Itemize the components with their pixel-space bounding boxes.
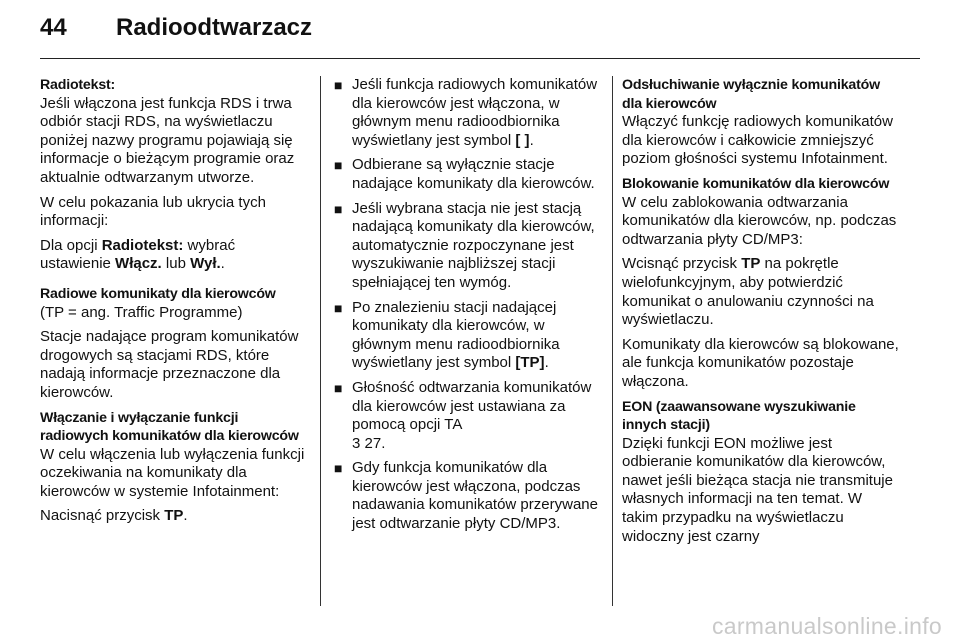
switch-body: W celu włączenia lub wyłączenia funkcji oczekiwania na komunikaty dla kierowców w systemie Infotainment: <box>40 445 305 500</box>
symbol-tp: [TP] <box>515 354 545 372</box>
option-end: . <box>220 255 225 273</box>
list-item <box>332 76 602 150</box>
bullet-icon: ■ <box>334 379 343 396</box>
page-header <box>40 14 312 46</box>
column-divider-2 <box>612 76 613 606</box>
traffic-heading: Radiowe komunikaty dla kierowców <box>40 285 276 302</box>
header-divider <box>40 58 920 59</box>
bullet-text: Odbierane są wyłącznie stacje nadające komunikaty dla kierowców. <box>352 156 595 192</box>
eon-body: Dzięki funkcji EON możliwe jest odbieranie komunikatów dla kierowców, nawet jeśli bieżąca stacja nie transmituje własnych informacji na ten temat. W takim przypadku na wyświetlaczu widoczny jest czarny <box>622 434 893 545</box>
bullet-text: Gdy funkcja komunikatów dla kierowców jest włączona, podczas nadawania komunikatów przerywane jest odtwarzanie płyty CD/MP3. <box>352 459 598 533</box>
page-title: Radioodtwarzacz <box>116 14 313 41</box>
watermark: carmanualsonline.info <box>711 613 942 639</box>
page-reference: 3 27. <box>352 434 386 452</box>
switch-heading: Włączanie i wyłączanie funkcji radiowych komunikatów dla kierowców <box>40 409 299 445</box>
bullet-icon: ■ <box>334 157 343 174</box>
bullet-icon: ■ <box>334 460 343 477</box>
radiotext-body: Jeśli włączona jest funkcja RDS i trwa odbiór stacji RDS, na wyświetlaczu poniżej nazwy programu pojawiają się informacje o bieżącym programie oraz aktualnie odtwarzanym utworze. <box>40 94 295 186</box>
tp-key: TP <box>741 255 761 273</box>
press-tp-knob-instruction <box>622 255 902 329</box>
option-or: lub <box>161 255 191 273</box>
option-pre: Dla opcji <box>40 236 102 254</box>
column-1 <box>40 76 308 532</box>
blocked-body: Komunikaty dla kierowców są blokowane, ale funkcja komunikatów pozostaje włączona. <box>622 335 899 390</box>
list-item <box>332 299 602 373</box>
listen-body: Włączyć funkcję radiowych komunikatów dla kierowców i całkowicie zmniejszyć poziom głośności systemu Infotainment. <box>622 113 893 168</box>
press-end: . <box>183 507 188 525</box>
bullet-text: Jeśli funkcja radiowych komunikatów dla kierowców jest włączona, w głównym menu radioodbiornika wyświetlany jest symbol <box>352 76 598 149</box>
column-divider-1 <box>320 76 321 606</box>
bullet-icon: ■ <box>334 299 343 316</box>
page-number: 44 <box>40 14 67 41</box>
traffic-abbr: (TP = ang. Traffic Programme) <box>40 303 243 321</box>
option-mid: wybrać ustawienie <box>40 236 236 273</box>
list-item <box>332 459 602 533</box>
eon-heading: EON (zaawansowane wyszukiwanie innych stacji) <box>622 398 856 434</box>
press-tp-instruction <box>40 507 308 526</box>
option-name: Radiotekst: <box>101 236 184 254</box>
traffic-body: Stacje nadające program komunikatów drogowych są stacjami RDS, które nadają informacje przeznaczone dla kierowców. <box>40 328 299 401</box>
bullet-icon: ■ <box>334 77 343 93</box>
block-body: W celu zablokowania odtwarzania komunikatów dla kierowców, np. podczas odtwarzania płyty CD/MP3: <box>622 193 897 248</box>
column-3 <box>622 76 902 552</box>
option-off: Wył. <box>190 255 221 273</box>
radiotext-heading: Radiotekst: <box>40 77 116 93</box>
list-item <box>332 200 602 293</box>
bullet-end: . <box>544 354 549 372</box>
column-2 <box>332 76 602 540</box>
list-item <box>332 156 602 193</box>
block-heading: Blokowanie komunikatów dla kierowców <box>622 175 890 192</box>
press-end: na pokrętle wielofunkcyjnym, aby potwierdzić komunikat o anulowaniu czynności na wyświetlaczu. <box>622 255 874 329</box>
listen-heading: Odsłuchiwanie wyłącznie komunikatów dla kierowców <box>622 77 880 112</box>
press-pre: Wcisnąć przycisk <box>622 255 742 273</box>
press-pre: Nacisnąć przycisk <box>40 507 165 525</box>
tp-key: TP <box>164 507 184 525</box>
bullet-icon: ■ <box>334 200 343 217</box>
option-on: Włącz. <box>115 255 162 273</box>
bullet-end: . <box>529 131 534 149</box>
bullet-text: Jeśli wybrana stacja nie jest stacją nadającą komunikaty dla kierowców, automatycznie rozpoczynane jest wyszukiwanie najbliższej stacji spełniającej ten wymóg. <box>352 199 595 291</box>
list-item <box>332 379 602 453</box>
bullet-text: Głośność odtwarzania komunikatów dla kierowców jest ustawiana za pomocą opcji TA <box>352 378 592 434</box>
toggle-info-text: W celu pokazania lub ukrycia tych informacji: <box>40 193 266 230</box>
bullet-text: Po znalezieniu stacji nadającej komunikaty dla kierowców, w głównym menu radioodbiornika wyświetlany jest symbol <box>352 298 560 372</box>
symbol-empty: [ ] <box>515 131 530 149</box>
option-instruction <box>40 237 308 274</box>
